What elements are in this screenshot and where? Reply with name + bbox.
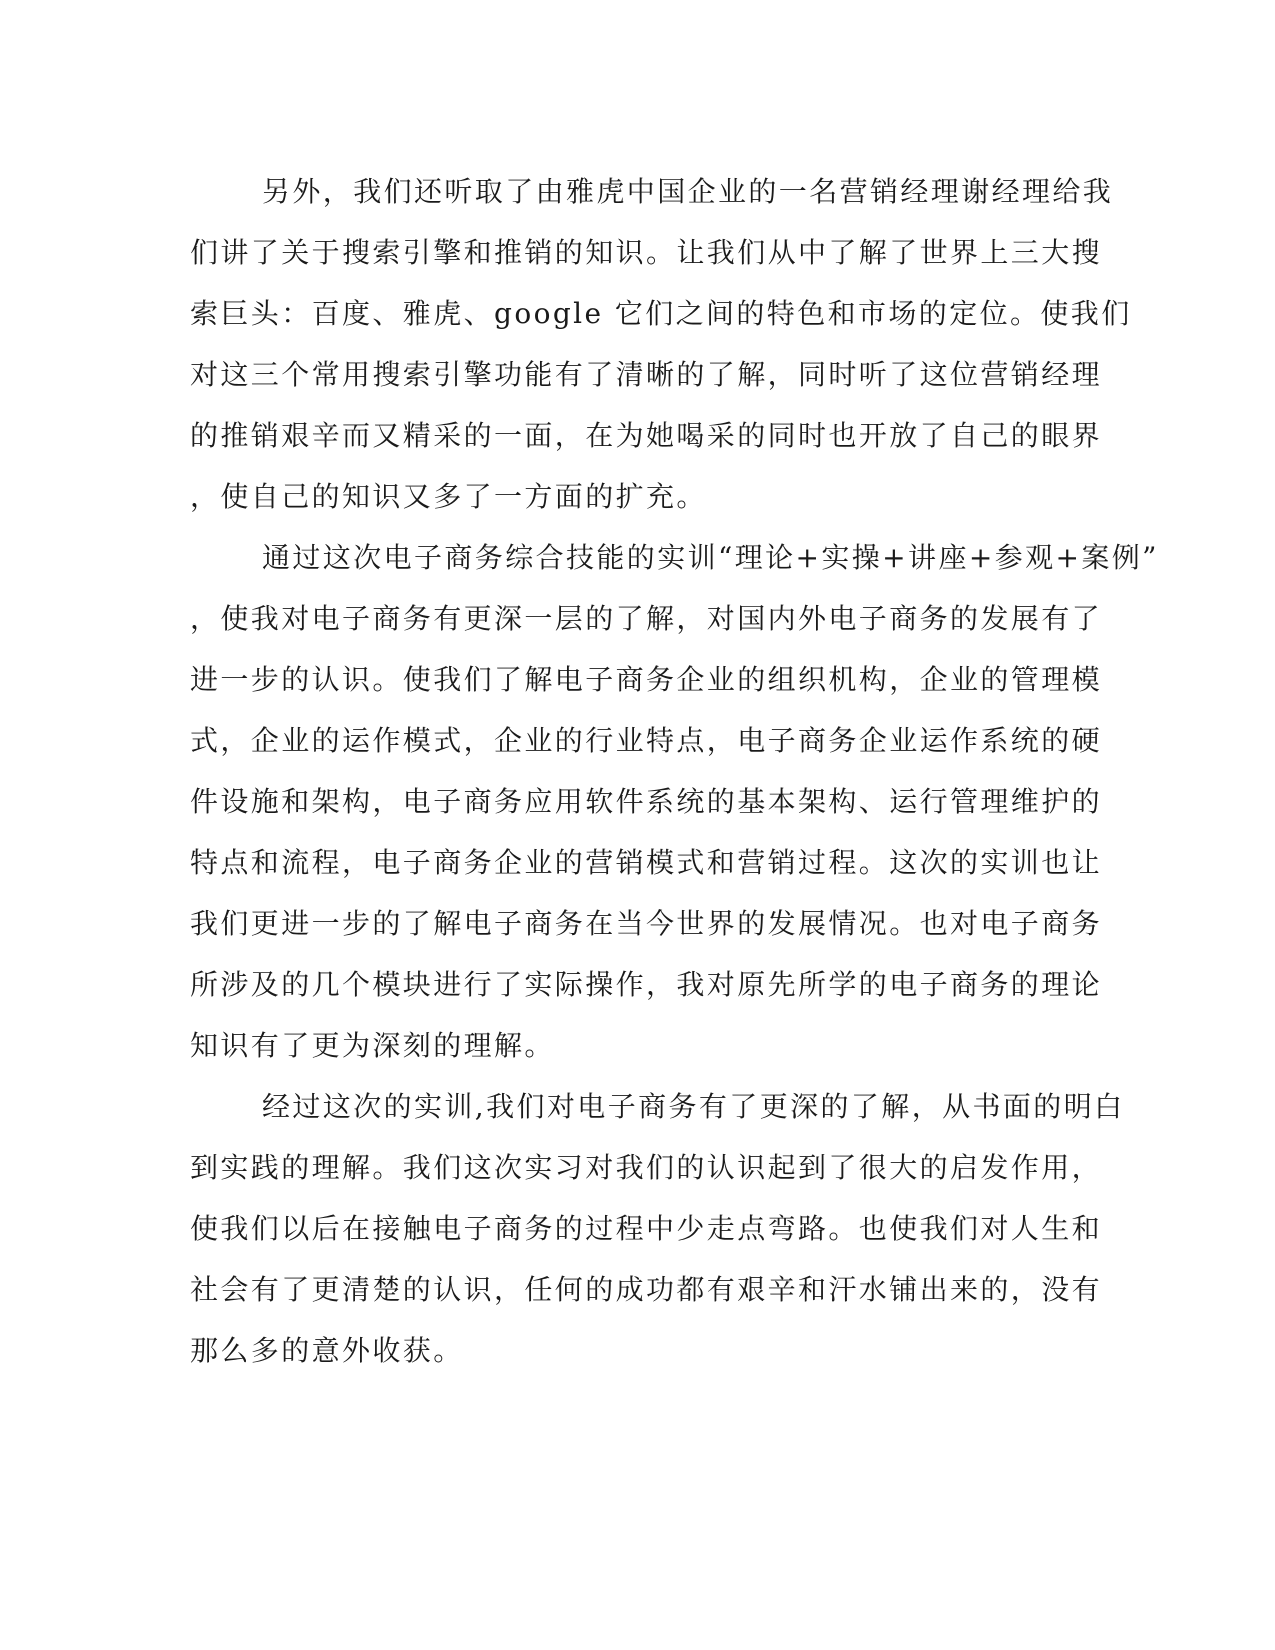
- paragraph-3: [190, 1076, 1125, 1381]
- text-line: 索巨头：百度、雅虎、google 它们之间的特色和市场的定位。使我们: [190, 297, 1132, 330]
- text-line: 式，企业的运作模式，企业的行业特点，电子商务企业运作系统的硬: [190, 724, 1103, 757]
- text-line: 进一步的认识。使我们了解电子商务企业的组织机构，企业的管理模: [190, 663, 1103, 696]
- text-line: 知识有了更为深刻的理解。: [190, 1029, 555, 1062]
- text-line: 另外，我们还听取了由雅虎中国企业的一名营销经理谢经理给我: [262, 175, 1114, 208]
- text-line: 们讲了关于搜索引擎和推销的知识。让我们从中了解了世界上三大搜: [190, 236, 1103, 269]
- text-line: 的推销艰辛而又精采的一面，在为她喝采的同时也开放了自己的眼界: [190, 419, 1103, 452]
- text-line: 所涉及的几个模块进行了实际操作，我对原先所学的电子商务的理论: [190, 968, 1103, 1001]
- paragraph-1: [190, 161, 1132, 527]
- text-line: 经过这次的实训,我们对电子商务有了更深的了解，从书面的明白: [262, 1090, 1125, 1123]
- text-line: ，使我对电子商务有更深一层的了解，对国内外电子商务的发展有了: [190, 602, 1103, 635]
- text-line: 使我们以后在接触电子商务的过程中少走点弯路。也使我们对人生和: [190, 1212, 1103, 1245]
- text-line: 社会有了更清楚的认识，任何的成功都有艰辛和汗水铺出来的，没有: [190, 1273, 1103, 1306]
- paragraph-2: [190, 527, 1159, 1076]
- text-line: 对这三个常用搜索引擎功能有了清晰的了解，同时听了这位营销经理: [190, 358, 1103, 391]
- text-line: ，使自己的知识又多了一方面的扩充。: [190, 480, 707, 513]
- text-line: 到实践的理解。我们这次实习对我们的认识起到了很大的启发作用，: [190, 1151, 1103, 1184]
- text-line: 件设施和架构，电子商务应用软件系统的基本架构、运行管理维护的: [190, 785, 1103, 818]
- text-line: 特点和流程，电子商务企业的营销模式和营销过程。这次的实训也让: [190, 846, 1103, 879]
- body-text: [190, 161, 1159, 1381]
- text-line: 那么多的意外收获。: [190, 1334, 464, 1367]
- text-line: 我们更进一步的了解电子商务在当今世界的发展情况。也对电子商务: [190, 907, 1103, 940]
- text-line: 通过这次电子商务综合技能的实训“理论+实操+讲座+参观+案例”: [262, 541, 1159, 574]
